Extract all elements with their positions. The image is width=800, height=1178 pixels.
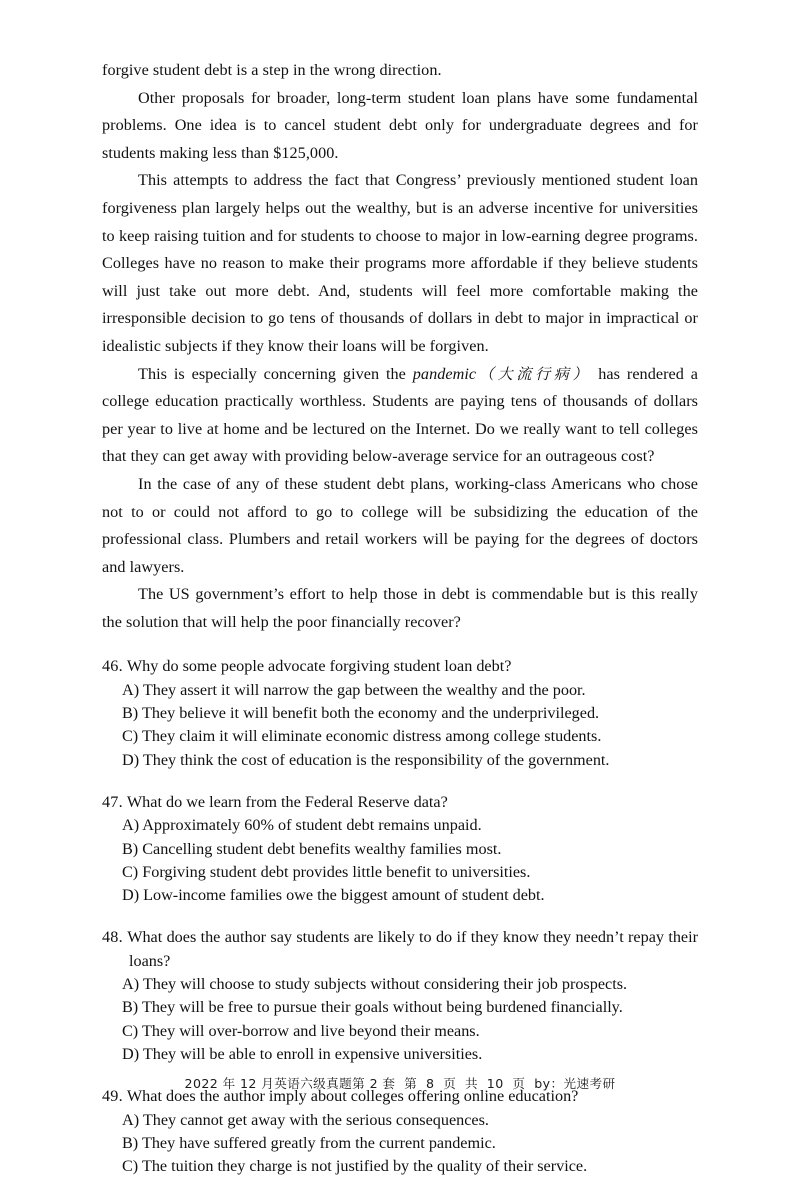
- question-number-46: 46.: [102, 657, 123, 676]
- question-options-47: [102, 814, 698, 907]
- pandemic-lead-text: This is especially concerning given the: [138, 364, 413, 383]
- question-text-47: What do we learn from the Federal Reserve data?: [126, 792, 448, 811]
- reading-passage: [102, 57, 698, 636]
- passage-paragraph-us-government: The US government’s effort to help those in debt is commendable but is this really the solution that will help the poor financially recover?: [102, 585, 698, 631]
- page-content: [102, 57, 698, 1178]
- question-stem-48: [102, 926, 698, 973]
- question-block-46: [102, 655, 698, 771]
- pandemic-chinese-gloss: （大流行病）: [476, 364, 592, 383]
- question-text-48: What does the author say students are likely to do if they know they needn’t repay their loans?: [127, 928, 698, 970]
- question-options-49: [102, 1109, 698, 1178]
- option-48-c[interactable]: C) They will over-borrow and live beyond their means.: [122, 1021, 480, 1040]
- option-49-b[interactable]: B) They have suffered greatly from the current pandemic.: [122, 1133, 496, 1152]
- question-number-47: 47.: [102, 792, 123, 811]
- pandemic-tail-text: has rendered a college education practically worthless. Students are paying tens of thousands of dollars per year to live at home and be lectured on the Internet. Do we really want to tell colleges that they can get away with providing below-average service for an outrageous cost?: [102, 364, 698, 466]
- option-47-c[interactable]: C) Forgiving student debt provides little benefit to universities.: [122, 862, 531, 881]
- question-options-48: [102, 973, 698, 1066]
- passage-paragraph-continuation: forgive student debt is a step in the wrong direction.: [102, 61, 442, 79]
- pandemic-italic-term: pandemic: [412, 364, 477, 383]
- option-47-d[interactable]: D) Low-income families owe the biggest amount of student debt.: [122, 886, 545, 905]
- option-48-d[interactable]: D) They will be able to enroll in expensive universities.: [122, 1044, 483, 1063]
- question-block-48: [102, 926, 698, 1066]
- passage-paragraph-working-class: In the case of any of these student debt plans, working-class Americans who chose not to or could not afford to go to college will be subsidizing the education of the professional class. Plumbers and retail workers will be paying for the degrees of doctors and lawyers.: [102, 474, 698, 576]
- option-49-a[interactable]: A) They cannot get away with the serious consequences.: [122, 1110, 489, 1129]
- option-48-b[interactable]: B) They will be free to pursue their goals without being burdened financially.: [122, 998, 623, 1017]
- passage-paragraph-pandemic: [102, 361, 698, 471]
- question-number-49: 49.: [102, 1087, 123, 1106]
- option-46-c[interactable]: C) They claim it will eliminate economic distress among college students.: [122, 727, 602, 746]
- question-options-46: [102, 679, 698, 772]
- option-46-a[interactable]: A) They assert it will narrow the gap between the wealthy and the poor.: [122, 680, 586, 699]
- option-49-c[interactable]: C) The tuition they charge is not justified by the quality of their service.: [122, 1157, 588, 1176]
- question-block-47: [102, 791, 698, 907]
- question-text-49: What does the author imply about colleges offering online education?: [126, 1087, 579, 1106]
- question-stem-46: [102, 655, 698, 678]
- option-47-a[interactable]: A) Approximately 60% of student debt remains unpaid.: [122, 816, 482, 835]
- passage-paragraph-this-attempts: This attempts to address the fact that Congress’ previously mentioned student loan forgiveness plan largely helps out the wealthy, but is an adverse incentive for universities to keep raising tuition and for students to choose to major in low-earning degree programs. Colleges have no reason to make their programs more affordable if they believe students will just take out more debt. And, students will feel more comfortable making the irresponsible decision to go tens of thousands of dollars in debt to major in impractical or idealistic subjects if they know their loans will be forgiven.: [102, 171, 698, 355]
- question-number-48: 48.: [102, 928, 123, 947]
- question-stem-47: [102, 791, 698, 814]
- passage-paragraph-other-proposals: Other proposals for broader, long-term student loan plans have some fundamental problems. One idea is to cancel student debt only for undergraduate degrees and for students making less than $125,000.: [102, 88, 698, 162]
- option-46-d[interactable]: D) They think the cost of education is the responsibility of the government.: [122, 750, 610, 769]
- question-text-46: Why do some people advocate forgiving student loan debt?: [126, 657, 512, 676]
- option-46-b[interactable]: B) They believe it will benefit both the economy and the underprivileged.: [122, 704, 600, 723]
- page-footer: 2022 年 12 月英语六级真题第 2 套 第 8 页 共 10 页 by：光速考研: [184, 1076, 616, 1091]
- option-47-b[interactable]: B) Cancelling student debt benefits wealthy families most.: [122, 839, 502, 858]
- option-48-a[interactable]: A) They will choose to study subjects without considering their job prospects.: [122, 975, 628, 994]
- questions-section: [102, 655, 698, 1178]
